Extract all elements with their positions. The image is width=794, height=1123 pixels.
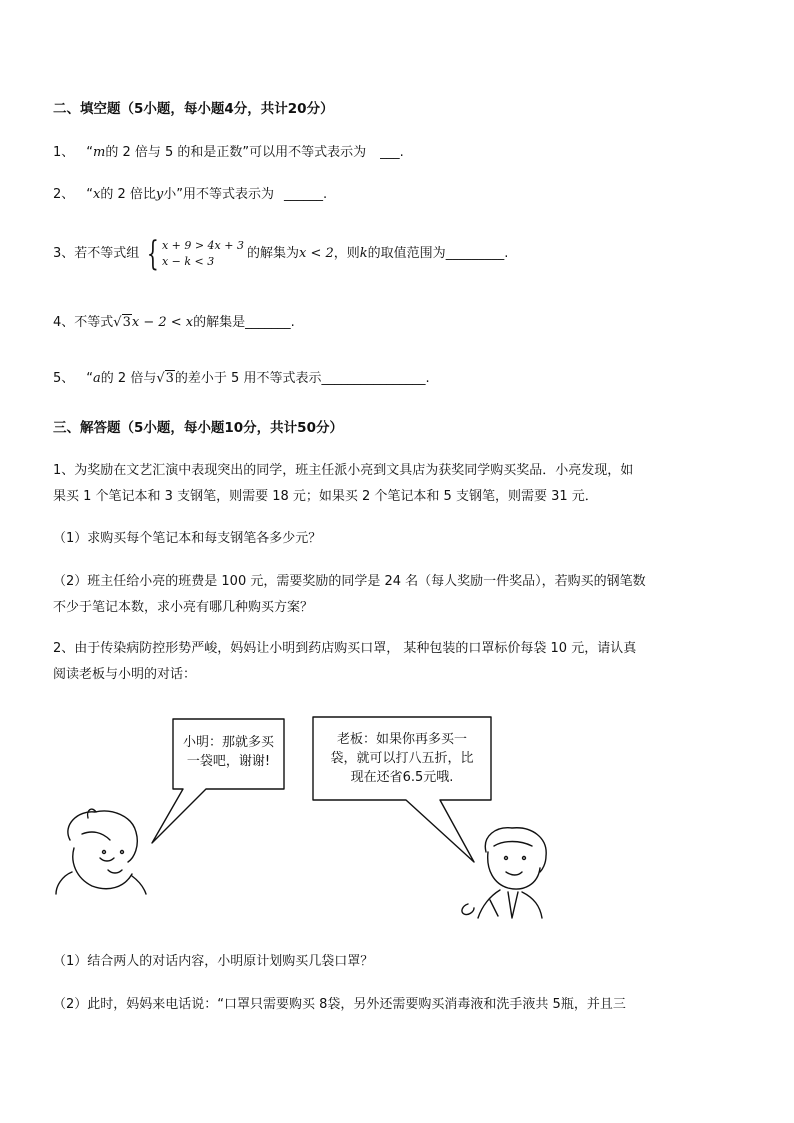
section3-heading: 三、解答题（5小题，每小题10分，共计50分） [53,420,343,436]
speech-text-right: 老板：如果你再多买一 袋，就可以打八五折，比 现在还省6.5元哦. [330,732,474,785]
answer-blank[interactable]: ________________ [321,371,426,386]
question-3-2-part-2: （2）此时，妈妈来电话说：“口罩只需要购买 8袋，另外还需要购买消毒液和洗手液共 5瓶，并且三 [53,997,626,1012]
question-3-2-line-1: 2、由于传染病防控形势严峻，妈妈让小明到药店购买口罩， 某种包装的口罩标价每袋 10 元，请认真 [53,641,637,656]
speech-text-left: 小明：那就多买 一袋吧，谢谢! [182,735,274,769]
sqrt-expression: √3 [113,315,131,330]
variable-x: x [93,187,101,202]
question-2-3: 3、若不等式组 { x + 9 > 4x + 3 x − k < 3 的解集为x < 2，则k的取值范围为_________. [53,233,509,274]
answer-blank[interactable]: ___ [380,145,400,160]
question-3-2-part-1: （1）结合两人的对话内容，小明原计划购买几袋口罩？ [53,954,374,969]
section2-heading: 二、填空题（5小题，每小题4分，共计20分） [53,101,334,117]
variable-m: m [93,145,106,160]
inequality-system [142,233,244,274]
question-3-1-part-1: （1）求购买每个笔记本和每支钢笔各多少元？ [53,531,322,546]
question-2-4: 4、不等式√3x − 2 < x的解集是_______. [53,315,295,330]
question-number: 2、 [53,187,75,202]
boy-figure [56,809,146,894]
inequality-expression: x − 2 < x [131,315,194,330]
question-3-2-line-2: 阅读老板与小明的对话： [53,667,197,682]
shopkeeper-figure [462,828,546,918]
question-3-1-part-2-line-1: （2）班主任给小亮的班费是 100 元，需要奖励的同学是 24 名（每人奖励一件奖品），若购买的钢笔数 [53,574,646,589]
system-line-2: x − k < 3 [161,254,215,268]
system-line-1: x + 9 > 4x + 3 [161,238,244,252]
solution-condition: x < 2 [299,246,334,261]
question-number: 5、 [53,371,75,386]
question-2-1: 1、 “m的 2 倍与 5 的和是正数”可以用不等式表示为 ___. [53,145,404,160]
variable-y: y [155,187,164,202]
question-2-2: 2、 “x的 2 倍比y小”用不等式表示为 ______. [53,187,328,202]
variable-k: k [359,246,368,261]
brace-symbol: { [147,233,160,274]
question-2-5: 5、 “a的 2 倍与√3的差小于 5 用不等式表示________________. [53,371,430,386]
answer-blank[interactable]: _______ [245,315,291,330]
variable-a: a [93,371,101,386]
answer-blank[interactable]: _________ [445,246,505,261]
question-number: 3、 [53,246,75,261]
sqrt-expression: √3 [156,371,174,386]
question-3-1-line-1: 1、为奖励在文艺汇演中表现突出的同学，班主任派小亮到文具店为获奖同学购买奖品．小亮发现，如 [53,463,634,478]
question-number: 1、 [53,145,75,160]
question-3-1-line-2: 果买 1 个笔记本和 3 支钢笔，则需要 18 元；如果买 2 个笔记本和 5 支钢笔，则需要 31 元． [53,489,598,504]
answer-blank[interactable]: ______ [284,187,324,202]
question-number: 4、 [53,315,75,330]
question-3-1-part-2-line-2: 不少于笔记本数，求小亮有哪几种购买方案？ [53,600,314,615]
